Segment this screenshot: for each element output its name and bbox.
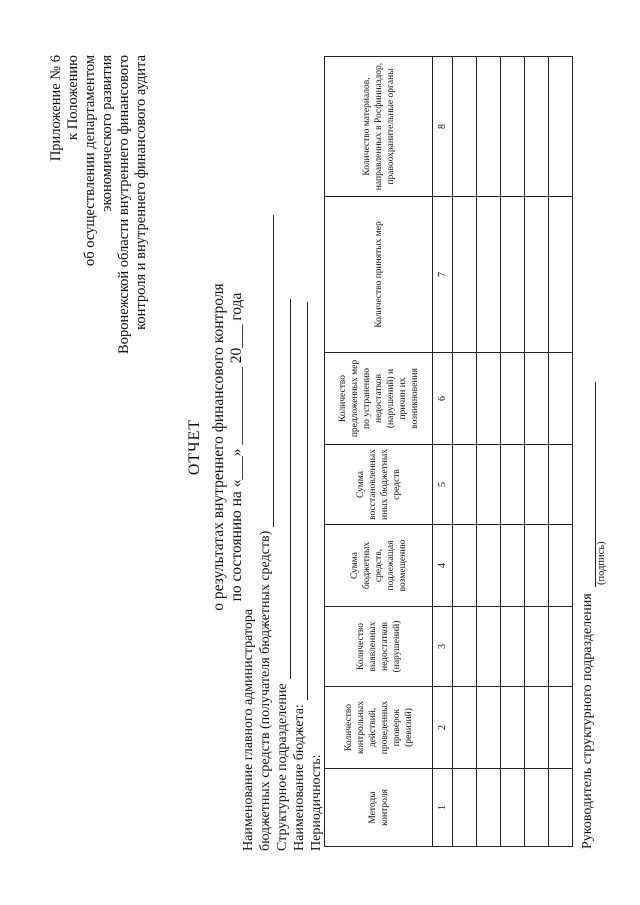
table-cell[interactable] xyxy=(525,445,549,525)
field-fill-line[interactable] xyxy=(261,215,274,527)
appendix-note xyxy=(48,55,150,385)
table-cell[interactable] xyxy=(453,197,477,353)
field-row xyxy=(240,51,257,851)
table-cell[interactable] xyxy=(501,525,525,607)
table-cell[interactable] xyxy=(477,197,501,353)
appendix-line: экономического развития xyxy=(99,55,115,212)
table-cell[interactable] xyxy=(453,57,477,197)
column-number: 1 xyxy=(433,769,453,847)
table-cell[interactable] xyxy=(477,353,501,445)
appendix-line: контроля и внутреннего финансового аудита xyxy=(133,55,149,330)
table-cell[interactable] xyxy=(477,525,501,607)
column-number: 8 xyxy=(433,57,453,197)
field-row xyxy=(274,51,291,851)
field-row xyxy=(308,51,325,851)
column-header: Количество принятых мер xyxy=(325,197,433,353)
column-header: Количество материалов, направленных в Росфинназдор, правоохранительные органы xyxy=(325,57,433,197)
table-cell[interactable] xyxy=(549,769,573,847)
table-cell[interactable] xyxy=(549,57,573,197)
table-cell[interactable] xyxy=(549,445,573,525)
table-header-row xyxy=(325,57,433,847)
column-header: Количество предложенных мер по устранению недостатков (нарушений) и причин их возникновения xyxy=(325,353,433,445)
signature-row xyxy=(580,382,596,849)
column-header: Количество контрольных действий, проведенных проверок (ревизий) xyxy=(325,687,433,769)
table-cell[interactable] xyxy=(501,687,525,769)
table-row xyxy=(501,57,525,847)
column-number: 5 xyxy=(433,445,453,525)
column-number: 6 xyxy=(433,353,453,445)
table-cell[interactable] xyxy=(549,525,573,607)
table-cell[interactable] xyxy=(501,445,525,525)
column-header: Сумма бюджетных средств, подлежащая возмещению xyxy=(325,525,433,607)
field-label: бюджетных средств (получателя бюджетных средств) xyxy=(258,530,273,851)
column-number-row xyxy=(433,57,453,847)
field-label: Периодичность: xyxy=(309,754,324,851)
table-cell[interactable] xyxy=(525,57,549,197)
table-cell[interactable] xyxy=(453,769,477,847)
table-cell[interactable] xyxy=(525,687,549,769)
table-cell[interactable] xyxy=(453,353,477,445)
table-cell[interactable] xyxy=(501,57,525,197)
column-header: Сумма восстановленных иных бюджетных средств xyxy=(325,445,433,525)
report-table xyxy=(324,56,573,847)
table-cell[interactable] xyxy=(477,607,501,687)
table-cell[interactable] xyxy=(525,607,549,687)
table-cell[interactable] xyxy=(477,445,501,525)
report-subtitle: о результатах внутреннего финансового контроля xyxy=(210,283,227,611)
table-cell[interactable] xyxy=(453,525,477,607)
table-cell[interactable] xyxy=(501,769,525,847)
table-cell[interactable] xyxy=(501,197,525,353)
table-cell[interactable] xyxy=(549,353,573,445)
signature-caption: (подпись) xyxy=(596,541,607,585)
field-row xyxy=(291,51,308,851)
field-row xyxy=(257,51,274,851)
table-row xyxy=(477,57,501,847)
appendix-line: Воронежской области внутреннего финансового xyxy=(116,55,132,354)
table-cell[interactable] xyxy=(477,687,501,769)
column-header: Количество выявленных недостатков (нарушений) xyxy=(325,607,433,687)
table-cell[interactable] xyxy=(525,525,549,607)
column-number: 3 xyxy=(433,607,453,687)
column-header: Методы контроля xyxy=(325,769,433,847)
field-fill-line[interactable] xyxy=(295,302,308,700)
table-cell[interactable] xyxy=(477,57,501,197)
report-heading: ОТЧЕТ xyxy=(186,418,203,476)
column-number: 7 xyxy=(433,197,453,353)
table-cell[interactable] xyxy=(525,769,549,847)
field-fill-line[interactable] xyxy=(278,299,291,679)
table-cell[interactable] xyxy=(477,769,501,847)
table-row xyxy=(549,57,573,847)
table-cell[interactable] xyxy=(501,607,525,687)
appendix-line: об осуществлении департаментом xyxy=(82,55,98,267)
field-label: Наименование главного администратора xyxy=(241,608,256,851)
field-label: Структурное подразделение xyxy=(275,683,290,851)
field-label: Наименование бюджета: xyxy=(292,704,307,851)
column-number: 4 xyxy=(433,525,453,607)
report-date-line: по состоянию на «___» __________ 20___ года xyxy=(228,292,245,602)
table-cell[interactable] xyxy=(549,607,573,687)
table-cell[interactable] xyxy=(525,197,549,353)
table-row xyxy=(525,57,549,847)
appendix-line: Приложение № 6 xyxy=(48,55,64,162)
rotated-sheet xyxy=(20,27,620,877)
column-number: 2 xyxy=(433,687,453,769)
table-cell[interactable] xyxy=(525,353,549,445)
table-cell[interactable] xyxy=(501,353,525,445)
table-cell[interactable] xyxy=(453,687,477,769)
signature-label: Руководитель структурного подразделения xyxy=(580,593,595,849)
table-cell[interactable] xyxy=(453,445,477,525)
signature-line[interactable] xyxy=(584,382,596,587)
table-cell[interactable] xyxy=(549,687,573,769)
table-row xyxy=(453,57,477,847)
table-cell[interactable] xyxy=(549,197,573,353)
table-cell[interactable] xyxy=(453,607,477,687)
report-fields xyxy=(240,51,325,851)
appendix-line: к Положению xyxy=(65,55,81,140)
